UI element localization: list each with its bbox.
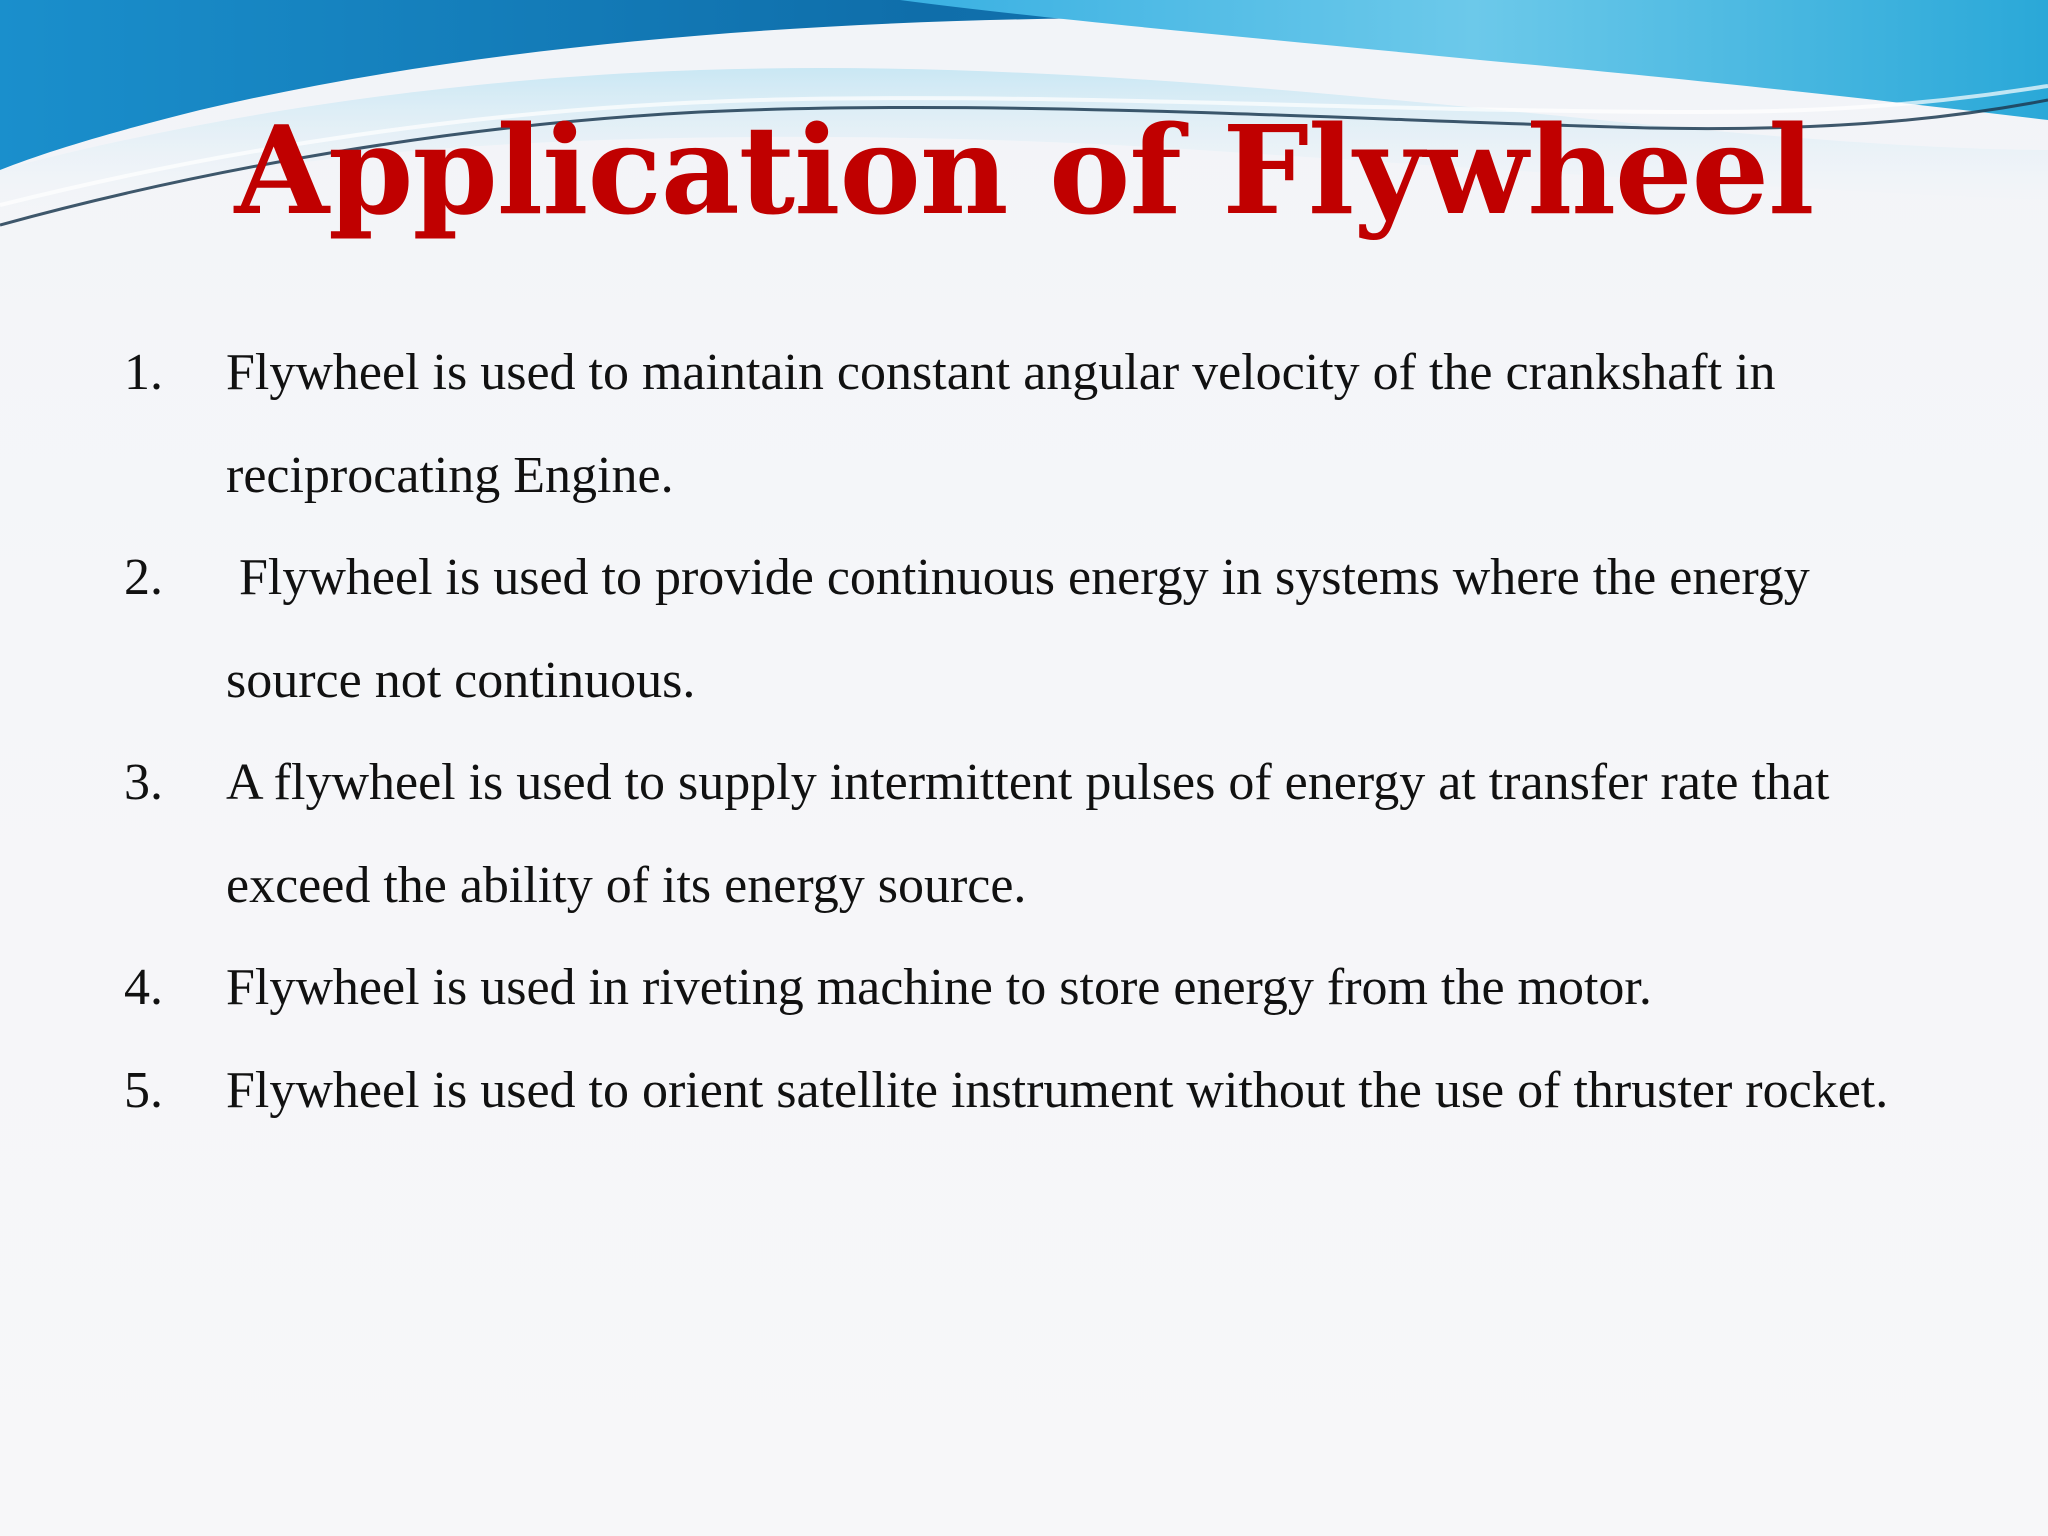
list-item-text: Flywheel is used to provide continuous energy in systems where the energy source not continuous. [226, 549, 1823, 709]
slide-title: Application of Flywheel [234, 98, 1814, 242]
list-item-text: Flywheel is used in riveting machine to store energy from the motor. [226, 959, 1652, 1016]
list-item-number: 5. [124, 1061, 163, 1119]
list-item-number: 3. [124, 754, 163, 811]
list-item [120, 527, 1900, 732]
list-item-number: 2. [124, 549, 163, 606]
list-item-number: 1. [124, 344, 163, 401]
list-item-text: Flywheel is used to maintain constant angular velocity of the crankshaft in reciprocating Engine. [226, 344, 1776, 504]
application-list [120, 322, 1900, 1142]
list-item-text: Flywheel is used to orient satellite instrument without the use of thruster rocket. [226, 1061, 1889, 1119]
list-item [120, 322, 1900, 527]
list-item [120, 937, 1900, 1040]
list-item [120, 1040, 1900, 1143]
list-item-number: 4. [124, 959, 163, 1016]
list-item [120, 732, 1900, 937]
list-item-text: A flywheel is used to supply intermittent pulses of energy at transfer rate that exceed the ability of its energy source. [226, 754, 1830, 914]
